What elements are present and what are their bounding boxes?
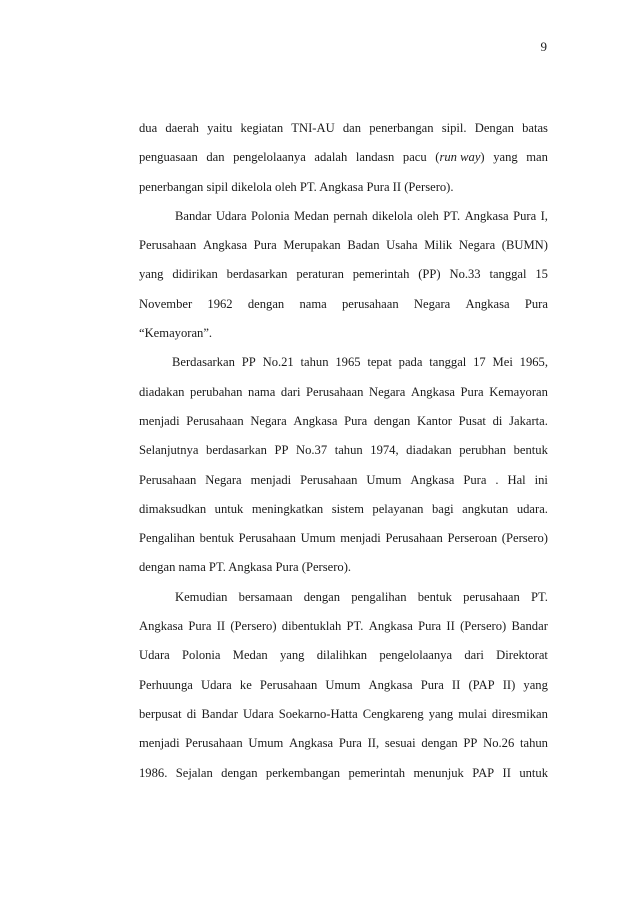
text-line [139,119,548,148]
word: dengan [247,296,285,311]
word: Pura [524,296,548,311]
text-line [139,617,548,646]
word: Negara [205,472,242,487]
word: tepat [367,355,392,370]
word: (run way) [435,150,485,165]
word: No.37 [296,443,328,458]
line-text: penerbangan sipil dikelola oleh PT. Angkasa Pura II (Persero). [139,179,454,194]
word: Bandar [201,706,238,721]
word: November [139,296,193,311]
word: dengan [373,413,411,428]
word: oleh [417,208,439,223]
page-number: 9 [540,39,547,54]
word: Medan [232,648,268,663]
text-line [139,529,548,558]
text-line [139,295,548,324]
word: tahun [334,443,363,458]
word: Medan [293,208,329,223]
word: Angkasa [368,619,413,634]
word: Jakarta. [509,413,548,428]
word: perusahaan [342,296,399,311]
word: pernah [333,208,368,223]
word: Perusahaan [185,736,243,751]
word: II [451,677,461,692]
text-line [139,207,548,236]
word: nama [299,296,327,311]
word: dan [206,150,225,165]
word: udara. [516,501,548,516]
word: Udara [215,208,247,223]
word: menunjuk [413,765,464,780]
word: dilalihkan [316,648,368,663]
word: TNI-AU [291,121,335,135]
word: Pura [418,619,442,634]
word: Angkasa [465,296,510,311]
word: perubahan [190,384,243,399]
word: Umum [325,677,361,692]
word: dari [464,648,484,663]
word: Pengalihan [139,531,195,546]
word: dengan [303,589,341,604]
word: Perusahaan [259,677,318,692]
line-text: dengan nama PT. Angkasa Pura (Persero). [139,560,352,575]
word: pemerintah [352,267,410,282]
word: bentuk [199,531,234,546]
text-line [139,236,548,265]
text-line [139,764,548,793]
word: Negara [368,384,406,399]
word: peraturan [296,267,344,282]
word: (BUMN) [501,238,548,253]
word: Angkasa [368,677,413,692]
word: nama [248,384,276,399]
word: (Persero) [460,619,507,634]
line-text: “Kemayoran”. [139,326,213,341]
word: man [526,150,548,165]
word: Umum [300,531,336,546]
word: Dengan [474,121,514,135]
word: pengelolaanya [233,150,306,165]
word: Perusahaan [300,472,358,487]
word: berdasarkan [206,443,267,458]
word: PP [241,355,256,370]
word: adalah [314,150,348,165]
word: Angkasa [464,208,509,223]
word: pemerintah [348,765,406,780]
word: Perusahaan [238,531,296,546]
word: tahun [519,736,548,751]
word: Bandar [175,208,212,223]
word: 1986. [139,765,168,780]
word: Negara [458,238,496,253]
word: meningkatkan [251,501,324,516]
word: (Persero) [501,531,548,546]
word: menjadi [250,472,292,487]
word: Perhuunga [139,677,193,692]
word: PP [463,736,478,751]
word: Perusahaan [385,531,443,546]
word: yang [523,677,548,692]
word: Direktorat [496,648,548,663]
word: berpusat [139,706,182,721]
word: No.26 [483,736,515,751]
word: tahun [300,355,329,370]
text-line [139,705,548,734]
body-text [139,119,548,793]
word: 17 [473,355,486,370]
word: pengelolaanya [379,648,453,663]
text-line [139,676,548,705]
word: Cengkareng [362,706,424,721]
word: daerah [165,121,199,135]
word: 1974, [370,443,399,458]
word: No.33 [449,267,481,282]
word: Angkasa [410,472,455,487]
word: Usaha [386,238,418,253]
word: 1965 [335,355,361,370]
word: Umum [366,472,402,487]
word: yang [428,706,454,721]
word: dan [342,121,362,135]
word: Mei [492,355,513,370]
word: Sejalan [175,765,213,780]
word: pacu [402,150,427,165]
text-line [139,558,548,587]
word: II, [367,736,380,751]
word: bentuk [513,443,548,458]
word: Perseroan [447,531,498,546]
word: dengan [421,736,458,751]
text-line [139,383,548,412]
word: Angkasa [410,384,455,399]
text-line [139,734,548,763]
word: Pura [460,384,484,399]
text-line [139,441,548,470]
word: Selanjutnya [139,443,199,458]
word: Hal [507,472,526,487]
text-line [139,324,548,353]
word: Pura [420,677,444,692]
word: yang [139,267,164,282]
word: 1965, [519,355,548,370]
word: Kemayoran [489,384,548,399]
word: diadakan [139,384,185,399]
word: 1962 [207,296,233,311]
word: ini [534,472,548,487]
word: Pura [513,208,537,223]
word: PAP [472,765,495,780]
word: Merupakan [283,238,341,253]
word: diadakan [406,443,452,458]
word: Perusahaan [186,413,244,428]
word: Negara [413,296,451,311]
word: perubhan [459,443,507,458]
word: bentuk [417,589,452,604]
word: Umum [248,736,284,751]
word: di [186,706,197,721]
word: Angkasa [139,619,184,634]
word: dibentuklah [281,619,342,634]
text-line [139,178,548,207]
word: (PAP [468,677,495,692]
word: (Persero) [230,619,277,634]
text-line [139,500,548,529]
text-line [139,646,548,675]
word: didirikan [172,267,218,282]
word: dikelola [372,208,413,223]
word: Angkasa [289,736,334,751]
word: Udara [139,648,170,663]
word: dua [139,121,158,135]
word: menjadi [139,413,180,428]
word: dengan [221,765,258,780]
text-line [139,588,548,617]
text-line [139,148,548,177]
word: diresmikan [491,706,548,721]
word: Perusahaan [139,238,197,253]
word: Pura [253,238,277,253]
word: Udara [242,706,274,721]
word: di [492,413,503,428]
word: Pusat [458,413,486,428]
text-line [139,471,548,500]
word: I, [540,208,548,223]
word: Bandar [511,619,548,634]
word: tanggal [489,267,527,282]
word: II [446,619,455,634]
word: kegiatan [240,121,284,135]
word: PT. [346,619,364,634]
word: yang [279,648,305,663]
word: sipil. [441,121,467,135]
word: pelayanan [372,501,424,516]
word: penguasaan [139,150,198,165]
word: No.21 [262,355,294,370]
word: II) [502,677,516,692]
word: Kemudian [175,589,228,604]
word: pada [398,355,423,370]
word: Angkasa [293,413,338,428]
word: Soekarno-Hatta [278,706,358,721]
word: pengalihan [351,589,407,604]
word: Perusahaan [306,384,364,399]
word: Udara [201,677,232,692]
word: yang [493,150,518,165]
word: 15 [535,267,548,282]
word: Pura [344,413,368,428]
word: PP [274,443,289,458]
word: bagi [431,501,454,516]
word: yaitu [207,121,233,135]
word: II [216,619,226,634]
word: Pura [338,736,362,751]
word: perusahaan [463,589,520,604]
word: Kantor [416,413,452,428]
word: (PP) [418,267,441,282]
word: Badan [347,238,380,253]
word: untuk [214,501,244,516]
word: Polonia [251,208,290,223]
word: Berdasarkan [172,355,235,370]
word: angkutan [462,501,509,516]
word: bersamaan [238,589,293,604]
word: ke [239,677,252,692]
word: tanggal [429,355,467,370]
word: penerbangan [369,121,434,135]
word: landasn [355,150,395,165]
word: II [502,765,511,780]
word: PT. [531,589,548,604]
word: batas [522,121,548,135]
word: mulai [458,706,487,721]
word: menjadi [139,736,180,751]
text-line [139,353,548,382]
word: Angkasa [202,238,248,253]
word: Milik [424,238,453,253]
word: . [495,472,499,487]
word: perkembangan [265,765,341,780]
word: untuk [519,765,548,780]
word: Pura [188,619,212,634]
word: Pura [463,472,487,487]
text-line [139,412,548,441]
word: Negara [250,413,287,428]
word: sistem [331,501,364,516]
word: sesuai [384,736,416,751]
word: dimaksudkan [139,501,207,516]
word: dari [280,384,301,399]
word: berdasarkan [226,267,288,282]
word: Polonia [182,648,221,663]
word: menjadi [340,531,381,546]
word: Perusahaan [139,472,197,487]
word: PT. [443,208,461,223]
text-line [139,265,548,294]
